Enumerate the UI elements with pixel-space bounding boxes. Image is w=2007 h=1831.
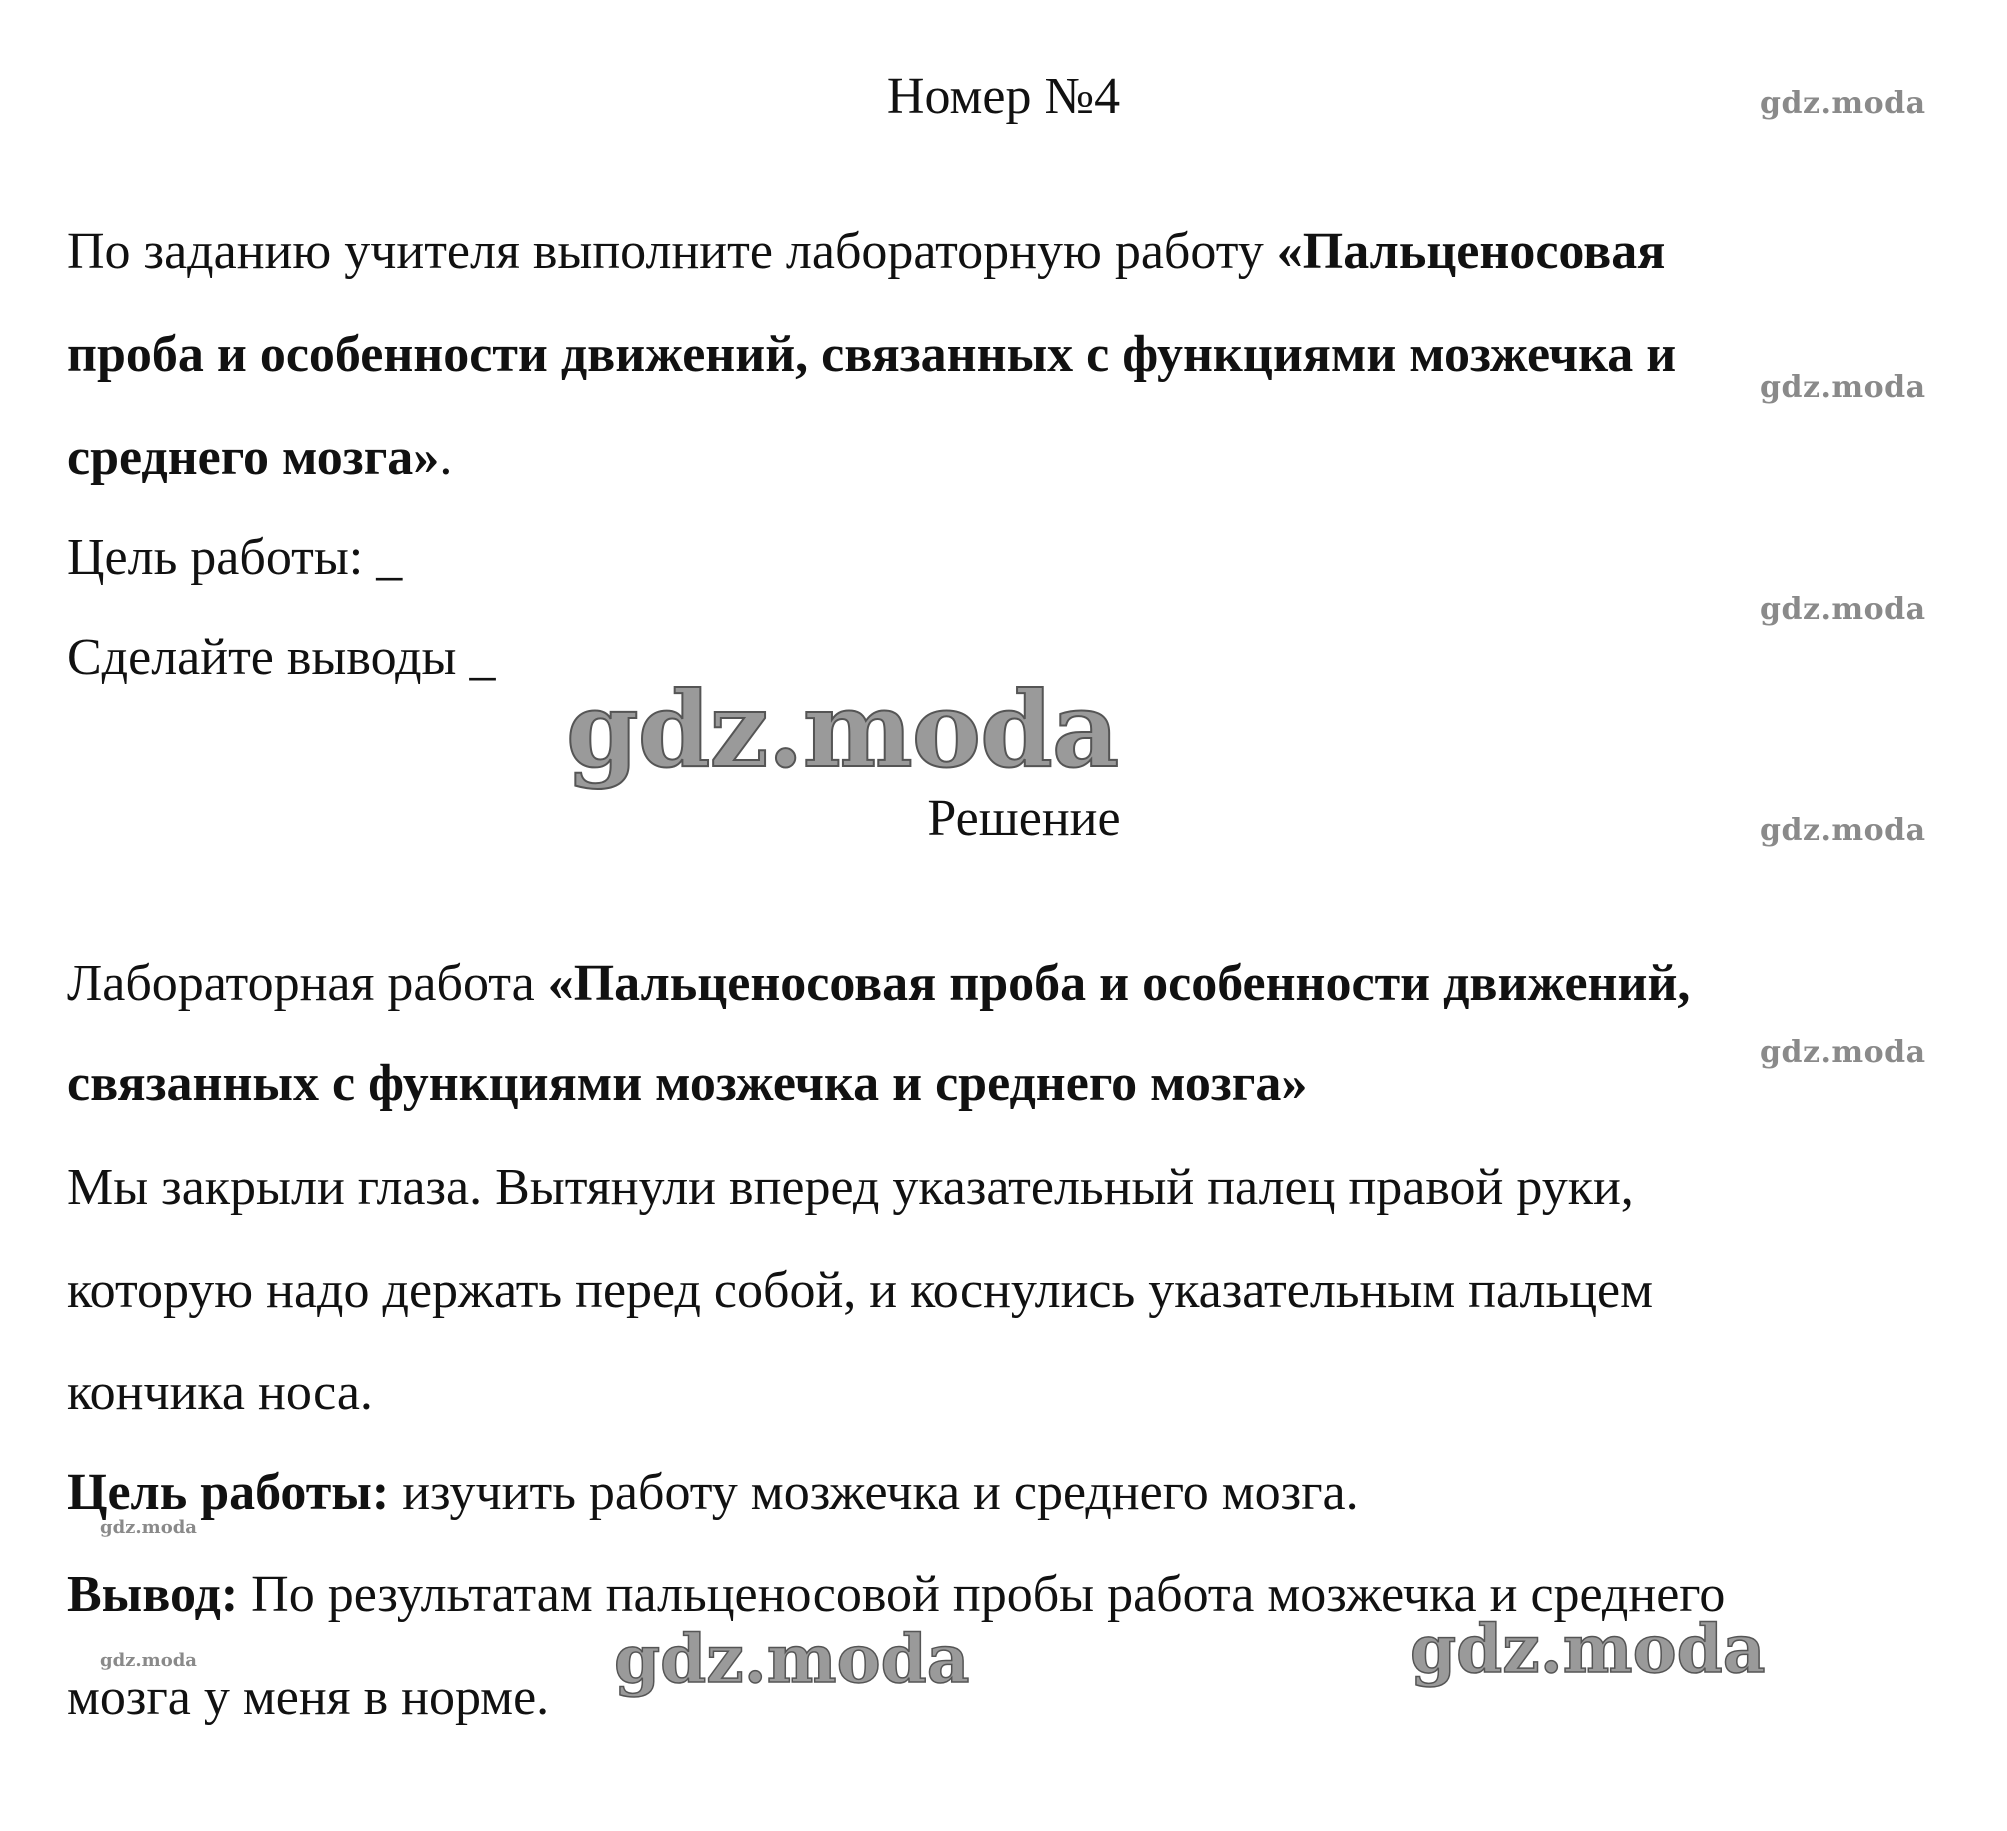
watermark-tiny: gdz.moda <box>100 1650 197 1671</box>
task-intro-line-1 <box>67 222 1665 282</box>
solution-lab-title-part-1: «Пальценосовая проба и особенности движений, <box>547 955 1691 1012</box>
task-lab-title-part-3: среднего мозга» <box>67 429 440 486</box>
task-goal-line: Цель работы: _ <box>67 529 403 586</box>
solution-goal-text: изучить работу мозжечка и среднего мозга. <box>389 1464 1359 1521</box>
watermark-small: gdz.moda <box>1760 370 1926 405</box>
solution-body-line-1: Мы закрыли глаза. Вытянули вперед указательный палец правой руки, <box>67 1159 1634 1216</box>
watermark-small: gdz.moda <box>1760 1035 1926 1070</box>
watermark-medium: gdz.moda <box>1410 1610 1766 1688</box>
watermark-medium: gdz.moda <box>614 1620 970 1698</box>
task-lab-title-part-1: «Пальценосовая <box>1276 223 1666 280</box>
solution-lab-line-1 <box>67 954 1690 1014</box>
solution-lab-title-part-2: связанных с функциями мозжечка и среднего мозга» <box>67 1055 1308 1112</box>
watermark-small: gdz.moda <box>1760 813 1926 848</box>
solution-goal-line <box>67 1463 1359 1523</box>
solution-body-line-2: которую надо держать перед собой, и коснулись указательным пальцем <box>67 1262 1654 1319</box>
task-intro-line-3 <box>67 428 452 488</box>
task-intro-text: По заданию учителя выполните лабораторную работу <box>67 223 1277 280</box>
solution-goal-label: Цель работы: <box>67 1464 390 1521</box>
solution-conclusion-line-2: мозга у меня в норме. <box>67 1669 550 1726</box>
watermark-small: gdz.moda <box>1760 86 1926 121</box>
solution-conclusion-text: По результатам пальценосовой пробы работа мозжечка и среднего <box>238 1566 1726 1623</box>
watermark-small: gdz.moda <box>1760 592 1926 627</box>
task-lab-title-part-2: проба и особенности движений, связанных с функциями мозжечка и <box>67 326 1677 383</box>
watermark-tiny: gdz.moda <box>100 1517 197 1538</box>
page-title: Номер №4 <box>886 68 1121 125</box>
solution-heading: Решение <box>927 790 1121 847</box>
solution-body-line-3: кончика носа. <box>67 1364 373 1421</box>
solution-conclusion-label: Вывод: <box>67 1566 239 1623</box>
solution-lab-prefix: Лабораторная работа <box>67 955 548 1012</box>
task-conclusion-line: Сделайте выводы _ <box>67 629 496 686</box>
watermark-large: gdz.moda <box>566 668 1119 791</box>
task-intro-period: . <box>439 429 453 486</box>
